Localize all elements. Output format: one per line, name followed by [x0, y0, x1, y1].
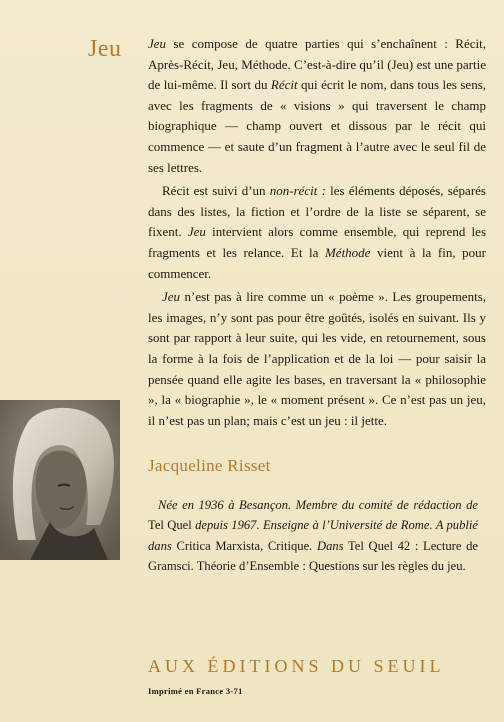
author-name: Jacqueline Risset — [148, 456, 271, 475]
text-span: Récit est suivi d’un — [162, 183, 270, 199]
text-span: n’est pas à lire comme un « poème ». Les groupements, les images, n’y sont pas pour être goûtés, isolés en suivant. Ils y sont par rapport à leur suite, qui les vide, en retournement, sous la forme à la fois de l’application et de la loi — pour saisir la pensée quand elle agite les bases, en traversant la « philosophie », la « biographie », le « moment présent ». Ce n’est pas un jeu, il n’est pas un plan; mais c’est un jeu : il jette. — [148, 289, 486, 428]
blurb-paragraph-3 — [148, 287, 486, 431]
text-span: Née en 1936 à Besançon. Membre du comité de rédaction de — [158, 497, 478, 512]
text-span: Récit — [270, 77, 298, 93]
text-span: Critica Marxista, Critique. — [171, 538, 317, 553]
publisher-imprint: AUX ÉDITIONS DU SEUIL — [148, 656, 445, 676]
text-span: depuis 1967. Enseigne à l’Université de Rome. A publié dans — [148, 518, 478, 553]
text-span: Dans — [316, 538, 344, 553]
text-span: vient à la fin, pour commencer. — [148, 244, 486, 281]
text-span: Jeu — [187, 224, 206, 240]
text-span: Jeu — [148, 36, 167, 51]
author-photo — [0, 400, 120, 560]
blurb-paragraph-2 — [148, 181, 486, 284]
author-bio — [148, 495, 478, 577]
text-span: se compose de quatre parties qui s’enchaînent : Récit, Après-Récit, Jeu, Méthode. C’est-à-dire qu’il (Jeu) est une partie de lui-même. Il sort du — [148, 36, 486, 93]
text-span: Jeu — [162, 289, 181, 305]
side-title: Jeu — [88, 36, 122, 62]
text-span: non-récit : — [269, 183, 326, 199]
blurb-text — [148, 34, 486, 431]
text-span: les éléments déposés, séparés dans des listes, la fiction et l’ordre de la liste se séparent, se fixent. — [148, 183, 486, 240]
text-span: Tel Quel — [148, 518, 196, 533]
blurb-paragraph-1 — [148, 34, 486, 178]
text-span: intervient alors comme ensemble, qui reprend les fragments et les relance. Et la — [148, 224, 487, 260]
author-portrait-image — [0, 400, 120, 560]
text-span: Tel Quel 42 : Lecture de Gramsci. Théorie d’Ensemble : Questions sur les règles du jeu. — [148, 538, 478, 574]
printing-note: Imprimé en France 3-71 — [148, 686, 243, 696]
text-span: qui écrit le nom, dans tous les sens, avec les fragments de « visions » qui traversent le champ biographique — champ ouvert et dissous par le récit qui commence — et saute d’un fragment à l’autre avec le seul fil de ses lettres. — [148, 77, 487, 175]
text-span: Méthode — [324, 244, 371, 260]
